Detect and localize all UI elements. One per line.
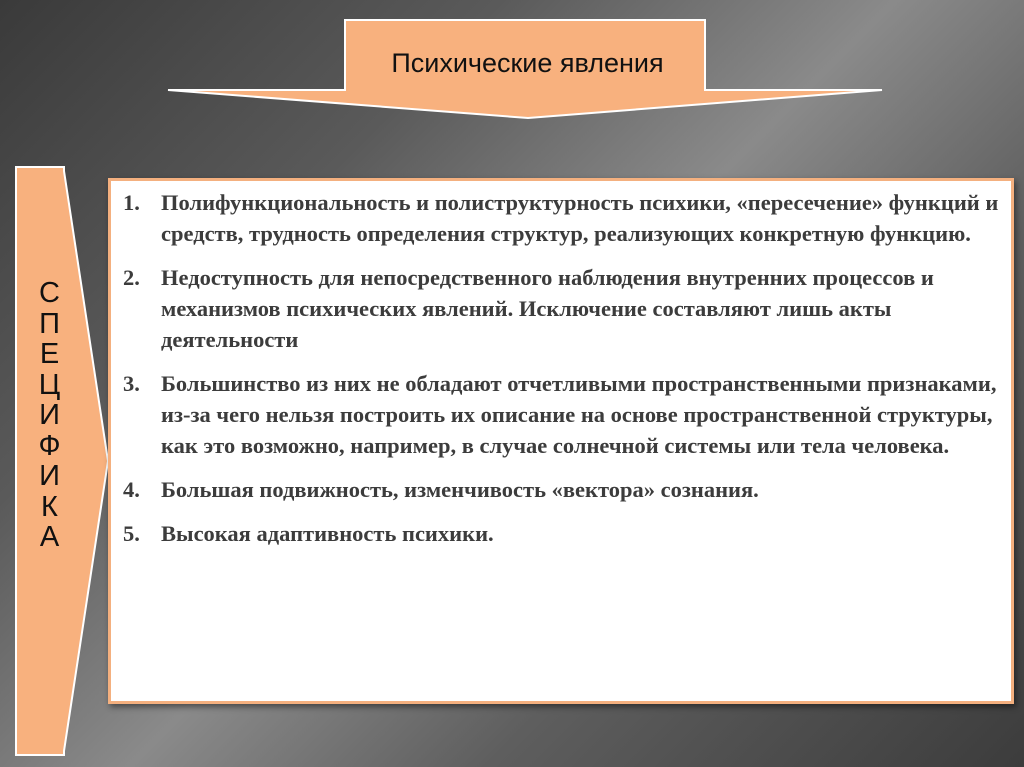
side-letter: И (39, 460, 60, 492)
list-item (123, 518, 1005, 549)
item-number: 5. (123, 521, 140, 546)
side-letter: А (39, 521, 60, 553)
item-text: Высокая адаптивность психики. (161, 521, 494, 546)
item-number: 2. (123, 265, 140, 290)
side-letter: Е (39, 338, 60, 370)
list-item (123, 187, 1005, 249)
side-vertical-word (22, 278, 77, 553)
side-letter: К (41, 490, 58, 523)
content-box (108, 178, 1014, 704)
side-letter: Ф (38, 429, 61, 462)
side-letter: С (39, 277, 60, 309)
item-number: 4. (123, 477, 140, 502)
side-letter: Ц (38, 368, 61, 401)
slide-title: Психические явления (391, 48, 664, 78)
list-item (123, 368, 1005, 461)
item-number: 3. (123, 371, 140, 396)
item-text: Недоступность для непосредственного наблюдения внутренних процессов и механизмов психических явлений. Исключение составляют лишь акты деятельности (161, 265, 934, 352)
side-letter: И (39, 399, 60, 431)
side-letter: П (39, 307, 60, 340)
list-item (123, 474, 1005, 505)
numbered-list (123, 187, 1005, 562)
item-number: 1. (123, 190, 140, 215)
list-item (123, 262, 1005, 355)
item-text: Большинство из них не обладают отчетливыми пространственными признаками, из-за чего нельзя построить их описание на основе пространственной структуры, как это возможно, например, в случае солнечной системы или тела человека. (161, 371, 997, 458)
item-text: Полифункциональность и полиструктурность психики, «пересечение» функций и средств, трудность определения структур, реализующих конкретную функцию. (161, 190, 999, 246)
item-text: Большая подвижность, изменчивость «вектора» сознания. (161, 477, 759, 502)
